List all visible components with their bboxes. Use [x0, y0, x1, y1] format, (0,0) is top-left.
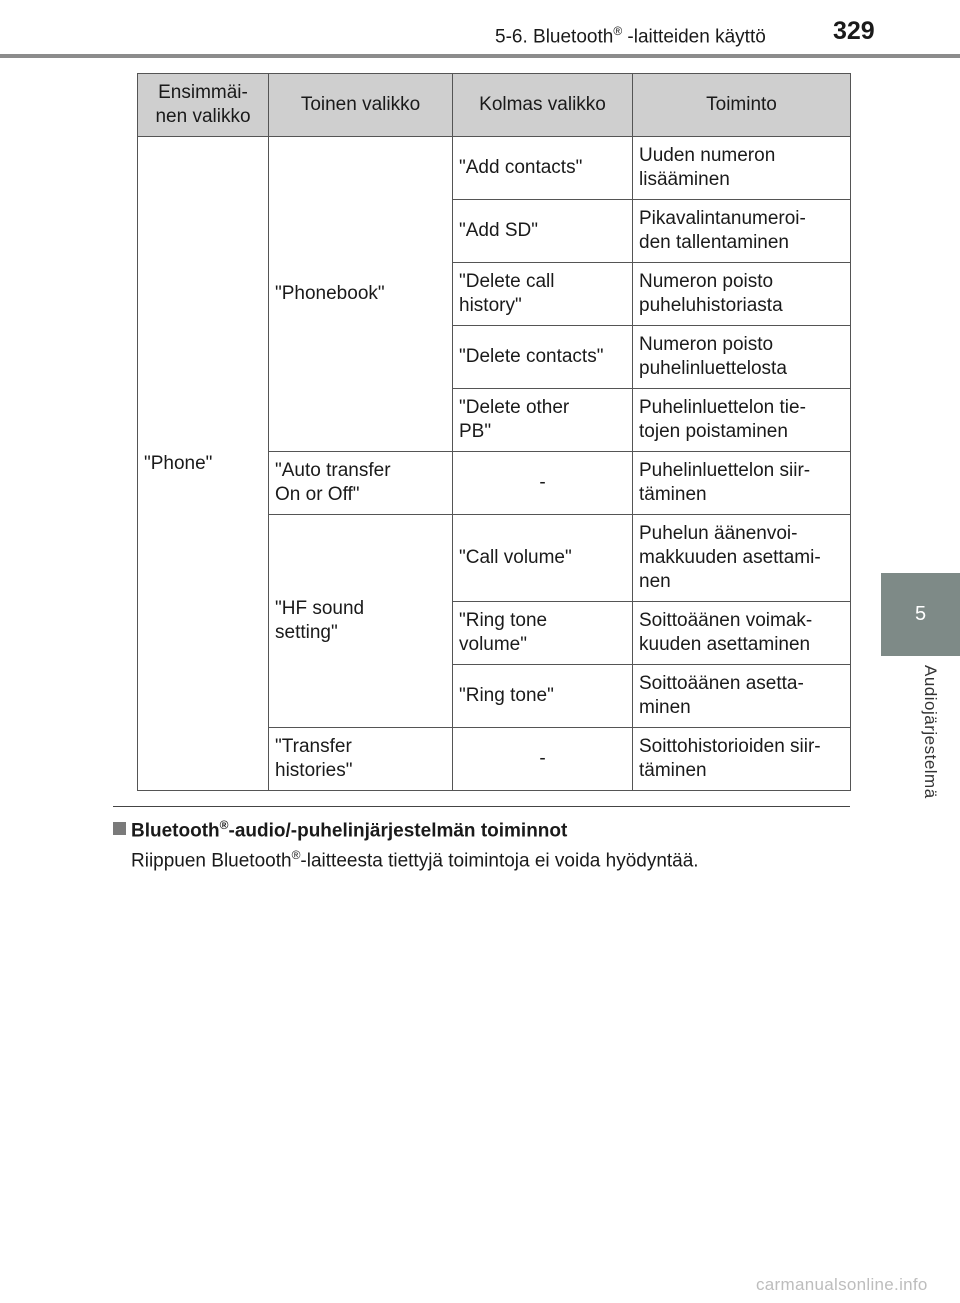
second-menu-cell: "Auto transfer On or Off"	[269, 452, 453, 515]
square-bullet-icon	[113, 822, 126, 835]
third-menu-cell: "Ring tone"	[453, 665, 633, 728]
header-second-menu: Toinen valikko	[269, 74, 453, 137]
table-row	[138, 137, 851, 200]
third-menu-cell: -	[453, 452, 633, 515]
second-menu-cell: "Transfer histories"	[269, 728, 453, 791]
header-first-menu: Ensimmäi- nen valikko	[138, 74, 269, 137]
third-menu-cell: "Delete contacts"	[453, 326, 633, 389]
third-menu-cell: "Delete call history"	[453, 263, 633, 326]
running-header: 5-6. Bluetooth® -laitteiden käyttö	[495, 24, 766, 48]
function-cell: Soittohistorioiden siir- täminen	[633, 728, 851, 791]
function-cell: Soittoäänen voimak- kuuden asettaminen	[633, 602, 851, 665]
function-cell: Pikavalintanumeroi- den tallentaminen	[633, 200, 851, 263]
function-cell: Numeron poisto puheluhistoriasta	[633, 263, 851, 326]
section-body: Riippuen Bluetooth®-laitteesta tiettyjä toimintoja ei voida hyödyntää.	[131, 848, 699, 872]
third-menu-cell: "Ring tone volume"	[453, 602, 633, 665]
third-menu-cell: "Add contacts"	[453, 137, 633, 200]
header-rule	[0, 54, 960, 58]
function-cell: Puhelun äänenvoi- makkuuden asettami- nen	[633, 515, 851, 602]
third-menu-cell: "Call volume"	[453, 515, 633, 602]
first-menu-cell: "Phone"	[138, 137, 269, 791]
header-third-menu: Kolmas valikko	[453, 74, 633, 137]
third-menu-cell: -	[453, 728, 633, 791]
function-cell: Uuden numeron lisääminen	[633, 137, 851, 200]
chapter-tab[interactable]: 5	[881, 573, 960, 656]
function-cell: Soittoäänen asetta- minen	[633, 665, 851, 728]
chapter-label: Audiojärjestelmä	[921, 665, 940, 799]
second-menu-cell: "HF sound setting"	[269, 515, 453, 728]
watermark: carmanualsonline.info	[756, 1275, 928, 1294]
table-header-row	[138, 74, 851, 137]
page-number: 329	[833, 17, 875, 45]
menu-table	[137, 73, 851, 791]
function-cell: Numeron poisto puhelinluettelosta	[633, 326, 851, 389]
second-menu-cell: "Phonebook"	[269, 137, 453, 452]
section-divider	[113, 806, 850, 807]
section-heading: Bluetooth®-audio/-puhelinjärjestelmän toiminnot	[113, 818, 567, 842]
third-menu-cell: "Delete other PB"	[453, 389, 633, 452]
function-cell: Puhelinluettelon tie- tojen poistaminen	[633, 389, 851, 452]
third-menu-cell: "Add SD"	[453, 200, 633, 263]
function-cell: Puhelinluettelon siir- täminen	[633, 452, 851, 515]
header-function: Toiminto	[633, 74, 851, 137]
